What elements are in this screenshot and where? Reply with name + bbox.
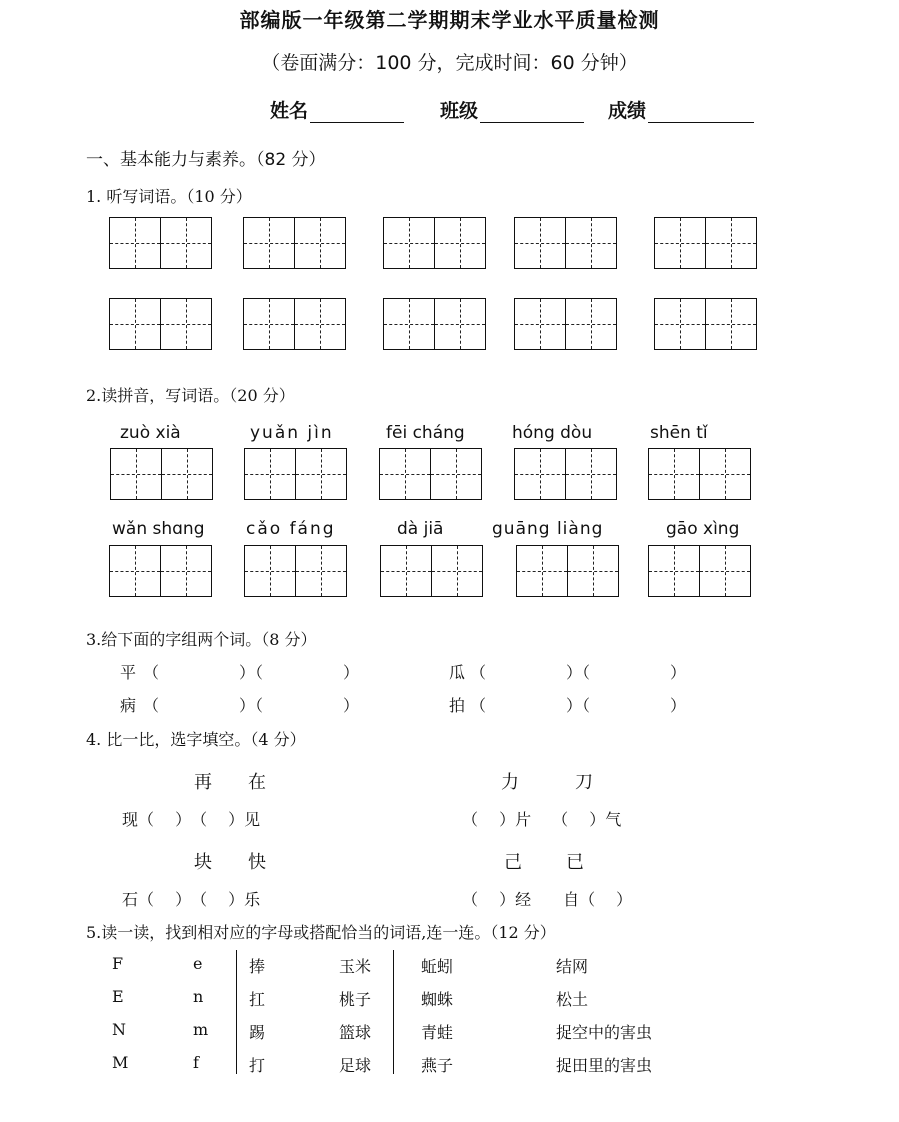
question-5-label: 5.读一读，找到相对应的字母或搭配恰当的词语,连一连。（12 分） xyxy=(86,923,556,942)
score-field[interactable] xyxy=(608,96,754,123)
tian-cell[interactable] xyxy=(568,546,619,596)
match-item-verbs[interactable]: 扛 xyxy=(249,990,266,1009)
tian-cell[interactable] xyxy=(245,546,296,596)
tian-cell[interactable] xyxy=(245,449,296,499)
tian-cell[interactable] xyxy=(515,449,566,499)
tian-cell[interactable] xyxy=(244,299,295,349)
writing-box[interactable] xyxy=(648,448,751,500)
tian-cell[interactable] xyxy=(566,299,617,349)
writing-box[interactable] xyxy=(109,217,212,269)
writing-box[interactable] xyxy=(383,217,486,269)
name-label: 姓名 xyxy=(270,100,309,122)
writing-box[interactable] xyxy=(243,298,346,350)
fill-blank-row[interactable]: （ ）经 自（ ） xyxy=(462,890,633,909)
match-item-animals[interactable]: 青蛙 xyxy=(421,1023,454,1042)
match-item-upper[interactable]: N xyxy=(112,1020,126,1039)
compare-char: 力 xyxy=(501,772,519,793)
compare-char: 已 xyxy=(566,852,584,873)
writing-box[interactable] xyxy=(514,448,617,500)
tian-cell[interactable] xyxy=(161,218,212,268)
score-label: 成绩 xyxy=(608,100,647,122)
pinyin-label: yuǎn jìn xyxy=(250,423,334,443)
word-char: 瓜 xyxy=(449,663,466,682)
writing-box[interactable] xyxy=(244,448,347,500)
tian-cell[interactable] xyxy=(296,449,347,499)
compare-char: 己 xyxy=(504,852,522,873)
word-blanks[interactable]: （ ）（ ） xyxy=(143,696,360,715)
compare-char: 块 xyxy=(194,852,212,873)
column-divider xyxy=(236,950,237,1074)
tian-cell[interactable] xyxy=(432,546,483,596)
word-blanks[interactable]: （ ）（ ） xyxy=(470,663,687,682)
word-blanks[interactable]: （ ）（ ） xyxy=(470,696,687,715)
compare-char: 再 xyxy=(194,772,212,793)
tian-cell[interactable] xyxy=(706,299,757,349)
tian-cell[interactable] xyxy=(111,449,162,499)
match-item-lower[interactable]: f xyxy=(193,1053,199,1072)
pinyin-label: fēi cháng xyxy=(386,423,465,443)
tian-cell[interactable] xyxy=(110,546,161,596)
tian-cell[interactable] xyxy=(384,218,435,268)
writing-box[interactable] xyxy=(514,217,617,269)
tian-cell[interactable] xyxy=(380,449,431,499)
match-item-roles[interactable]: 松土 xyxy=(556,990,589,1009)
word-char: 拍 xyxy=(449,696,466,715)
match-item-lower[interactable]: e xyxy=(193,954,203,973)
writing-box[interactable] xyxy=(109,545,212,597)
match-item-verbs[interactable]: 打 xyxy=(249,1056,266,1075)
pinyin-label: zuò xià xyxy=(120,423,181,443)
writing-box[interactable] xyxy=(109,298,212,350)
tian-cell[interactable] xyxy=(706,218,757,268)
match-item-upper[interactable]: F xyxy=(112,954,124,973)
match-item-animals[interactable]: 蚯蚓 xyxy=(421,957,454,976)
column-divider xyxy=(393,950,394,1074)
class-label: 班级 xyxy=(440,100,479,122)
match-item-roles[interactable]: 结网 xyxy=(556,957,589,976)
score-blank[interactable] xyxy=(648,104,754,123)
pinyin-label: gāo xìng xyxy=(666,519,740,539)
word-char: 平 xyxy=(120,663,137,682)
match-item-animals[interactable]: 燕子 xyxy=(421,1056,454,1075)
class-field[interactable] xyxy=(440,96,584,123)
page-title: 部编版一年级第二学期期末学业水平质量检测 xyxy=(239,8,660,32)
fill-blank-row[interactable]: （ ）片 （ ）气 xyxy=(462,810,622,829)
match-item-verbs[interactable]: 踢 xyxy=(249,1023,266,1042)
tian-cell[interactable] xyxy=(244,218,295,268)
match-item-objects[interactable]: 足球 xyxy=(339,1056,372,1075)
tian-cell[interactable] xyxy=(655,299,706,349)
tian-cell[interactable] xyxy=(517,546,568,596)
word-blanks[interactable]: （ ）（ ） xyxy=(143,663,360,682)
class-blank[interactable] xyxy=(480,104,584,123)
compare-char: 在 xyxy=(248,772,266,793)
match-item-lower[interactable]: n xyxy=(193,987,204,1006)
writing-box[interactable] xyxy=(379,448,482,500)
tian-cell[interactable] xyxy=(161,299,212,349)
writing-box[interactable] xyxy=(243,217,346,269)
pinyin-label: wǎn shɑng xyxy=(112,519,205,539)
pinyin-label: dà jiā xyxy=(397,519,444,539)
tian-cell[interactable] xyxy=(161,546,212,596)
tian-cell[interactable] xyxy=(435,218,486,268)
fill-blank-row[interactable]: 现（ ） （ ）见 xyxy=(122,810,261,829)
compare-char: 快 xyxy=(248,852,266,873)
tian-cell[interactable] xyxy=(110,299,161,349)
name-field[interactable] xyxy=(270,96,404,123)
tian-cell[interactable] xyxy=(431,449,482,499)
tian-cell[interactable] xyxy=(649,546,700,596)
tian-cell[interactable] xyxy=(381,546,432,596)
tian-cell[interactable] xyxy=(649,449,700,499)
writing-box[interactable] xyxy=(383,298,486,350)
match-item-roles[interactable]: 捉空中的害虫 xyxy=(556,1023,653,1042)
question-4-label: 4. 比一比，选字填空。（4 分） xyxy=(86,730,306,749)
pinyin-label: cǎo fáng xyxy=(246,519,336,539)
tian-cell[interactable] xyxy=(296,546,347,596)
pinyin-label: guāng liàng xyxy=(492,519,604,539)
tian-cell[interactable] xyxy=(295,299,346,349)
writing-box[interactable] xyxy=(514,298,617,350)
match-item-objects[interactable]: 桃子 xyxy=(339,990,372,1009)
tian-cell[interactable] xyxy=(515,299,566,349)
writing-box[interactable] xyxy=(110,448,213,500)
name-blank[interactable] xyxy=(310,104,404,123)
match-item-objects[interactable]: 篮球 xyxy=(339,1023,372,1042)
match-item-upper[interactable]: E xyxy=(112,987,124,1006)
tian-cell[interactable] xyxy=(700,449,751,499)
writing-box[interactable] xyxy=(654,217,757,269)
match-item-objects[interactable]: 玉米 xyxy=(339,957,372,976)
section-heading: 一、基本能力与素养。（82 分） xyxy=(86,150,326,170)
tian-cell[interactable] xyxy=(655,218,706,268)
writing-box[interactable] xyxy=(516,545,619,597)
writing-box[interactable] xyxy=(654,298,757,350)
tian-cell[interactable] xyxy=(435,299,486,349)
tian-cell[interactable] xyxy=(700,546,751,596)
word-char: 病 xyxy=(120,696,137,715)
writing-box[interactable] xyxy=(244,545,347,597)
compare-char: 刀 xyxy=(575,772,593,793)
exam-subtitle: （卷面满分：100 分，完成时间：60 分钟） xyxy=(261,52,638,74)
fill-blank-row[interactable]: 石（ ） （ ）乐 xyxy=(122,890,261,909)
writing-box[interactable] xyxy=(380,545,483,597)
match-item-lower[interactable]: m xyxy=(193,1020,209,1039)
tian-cell[interactable] xyxy=(162,449,213,499)
match-item-upper[interactable]: M xyxy=(112,1053,129,1072)
question-2-label: 2.读拼音，写词语。（20 分） xyxy=(86,386,295,405)
pinyin-label: shēn tǐ xyxy=(650,423,708,443)
tian-cell[interactable] xyxy=(515,218,566,268)
tian-cell[interactable] xyxy=(384,299,435,349)
tian-cell[interactable] xyxy=(110,218,161,268)
match-item-animals[interactable]: 蜘蛛 xyxy=(421,990,454,1009)
tian-cell[interactable] xyxy=(566,218,617,268)
writing-box[interactable] xyxy=(648,545,751,597)
pinyin-label: hóng dòu xyxy=(512,423,593,443)
match-item-roles[interactable]: 捉田里的害虫 xyxy=(556,1056,653,1075)
question-1-label: 1. 听写词语。（10 分） xyxy=(86,187,252,206)
match-item-verbs[interactable]: 捧 xyxy=(249,957,266,976)
tian-cell[interactable] xyxy=(566,449,617,499)
tian-cell[interactable] xyxy=(295,218,346,268)
question-3-label: 3.给下面的字组两个词。（8 分） xyxy=(86,630,317,649)
